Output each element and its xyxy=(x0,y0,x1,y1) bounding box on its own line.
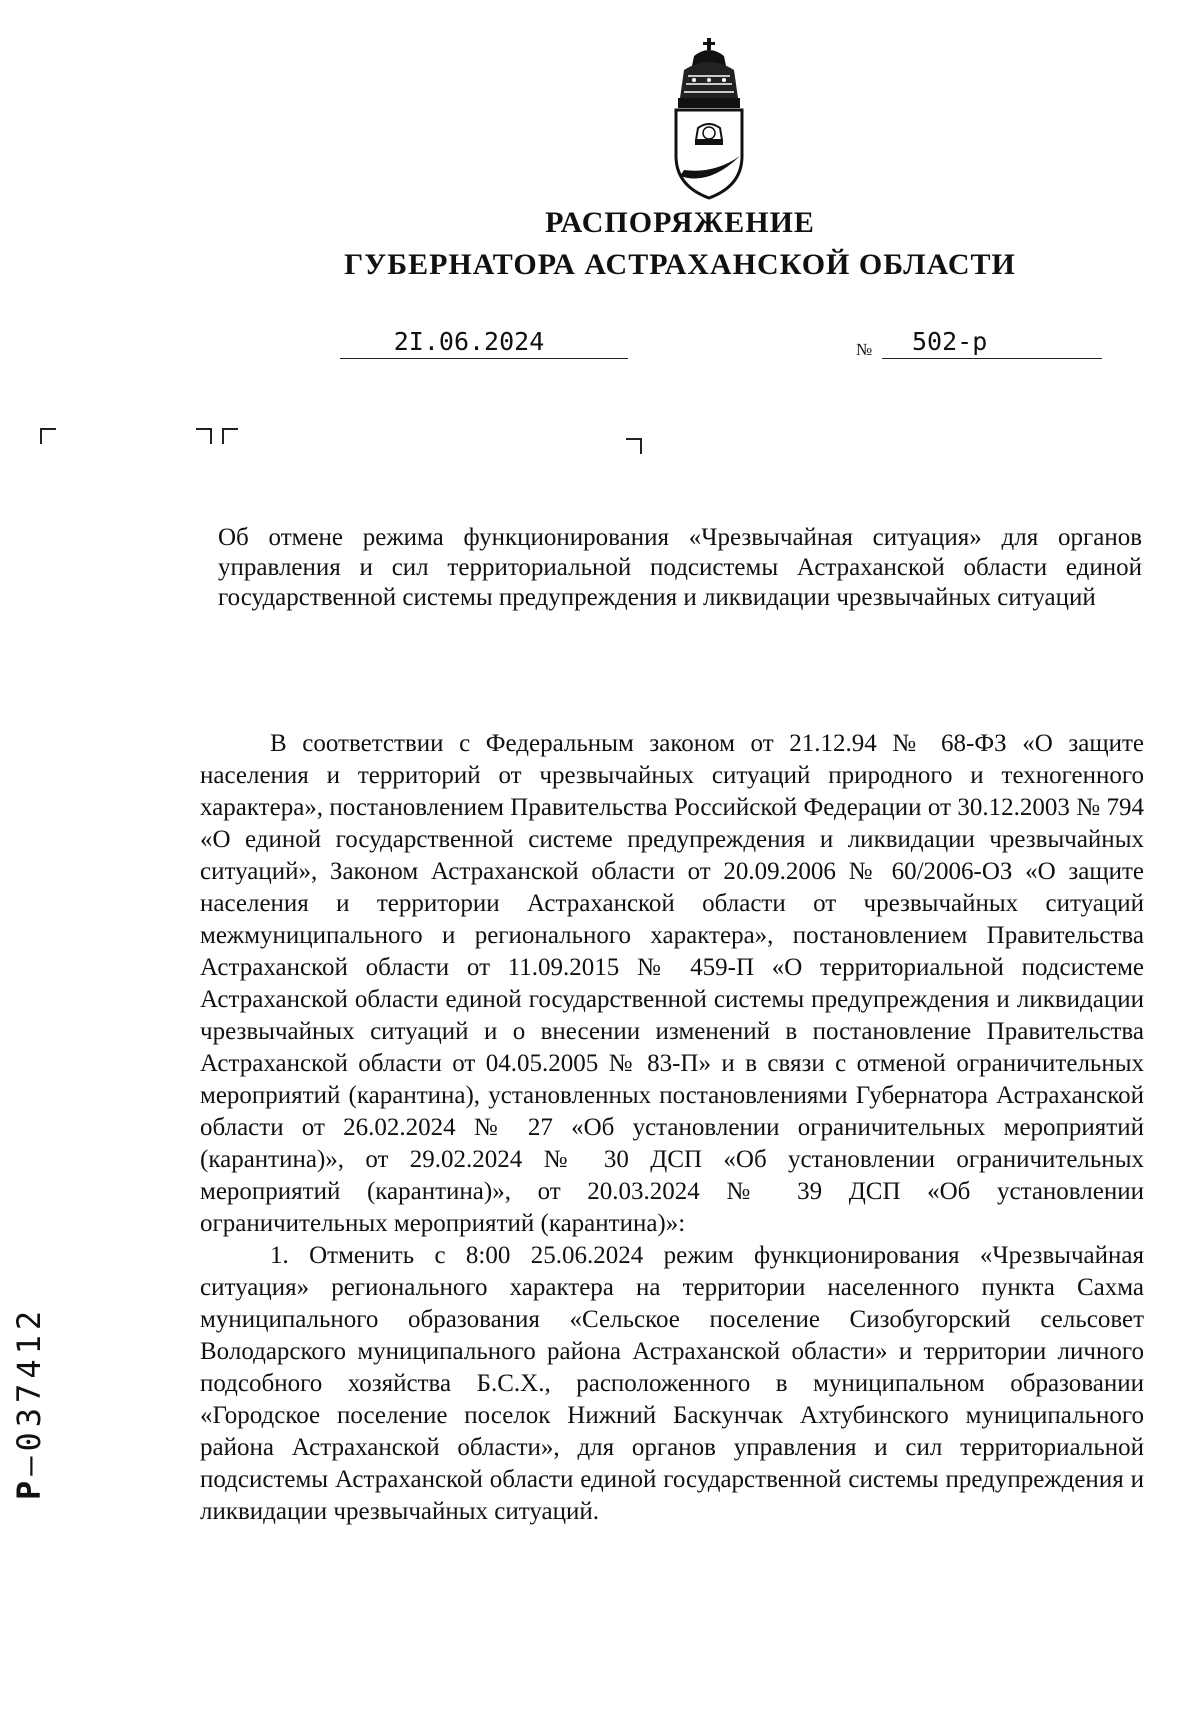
corner-mark xyxy=(196,428,212,444)
number-label: № xyxy=(856,340,873,359)
side-code-prefix: Р xyxy=(10,1475,48,1500)
order-subject: Об отмене режима функционирования «Чрезвычайная ситуация» для органов управления и сил территориальной подсистемы Астраханской области единой государственной системы предупреждения и ликвидации чрезвычайных ситуаций xyxy=(218,524,1142,611)
document-issuer: ГУБЕРНАТОРА АСТРАХАНСКОЙ ОБЛАСТИ xyxy=(344,248,1016,281)
side-code-number: –037412 xyxy=(10,1305,48,1476)
corner-mark xyxy=(40,428,56,444)
order-number: 502-р xyxy=(882,326,1102,359)
coat-of-arms-icon xyxy=(664,36,754,204)
corner-mark xyxy=(222,428,238,444)
corner-mark xyxy=(626,438,642,454)
order-body xyxy=(200,728,1144,1528)
side-registration-code xyxy=(10,1305,54,1500)
item-1-paragraph: 1. Отменить с 8:00 25.06.2024 режим функционирования «Чрезвычайная ситуация» регионального характера на территории населенного пункта Сахма муниципального образования «Сельское поселение Сизобугорский сельсовет Володарского муниципального района Астраханской области» и территории личного подсобного хозяйства Б.С.Х., расположенного в муниципальном образовании «Городское поселение поселок Нижний Баскунчак Ахтубинского муниципального района Астраханской области», для органов управления и сил территориальной подсистемы Астраханской области единой государственной системы предупреждения и ликвидации чрезвычайных ситуаций. xyxy=(200,1242,1144,1525)
order-date: 2I.06.2024 xyxy=(340,326,628,359)
preamble-paragraph: В соответствии с Федеральным законом от 21.12.94 № 68-ФЗ «О защите населения и территорий от чрезвычайных ситуаций природного и техногенного характера», постановлением Правительства Российской Федерации от 30.12.2003 № 794 «О единой государственной системе предупреждения и ликвидации чрезвычайных ситуаций», Законом Астраханской области от 20.09.2006 № 60/2006-ОЗ «О защите населения и территории Астраханской области от чрезвычайных ситуаций межмуниципального и регионального характера», постановлением Правительства Астраханской области от 11.09.2015 № 459-П «О территориальной подсистеме Астраханской области единой государственной системы предупреждения и ликвидации чрезвычайных ситуаций и о внесении изменений в постановление Правительства Астраханской области от 04.05.2005 № 83-П» и в связи с отменой ограничительных мероприятий (карантина), установленных постановлениями Губернатора Астраханской области от 26.02.2024 № 27 «Об установлении ограничительных мероприятий (карантина)», от 29.02.2024 № 30 ДСП «Об установлении ограничительных мероприятий (карантина)», от 20.03.2024 № 39 ДСП «Об установлении ограничительных мероприятий (карантина)»: xyxy=(200,730,1144,1237)
document-title: РАСПОРЯЖЕНИЕ xyxy=(545,206,815,239)
